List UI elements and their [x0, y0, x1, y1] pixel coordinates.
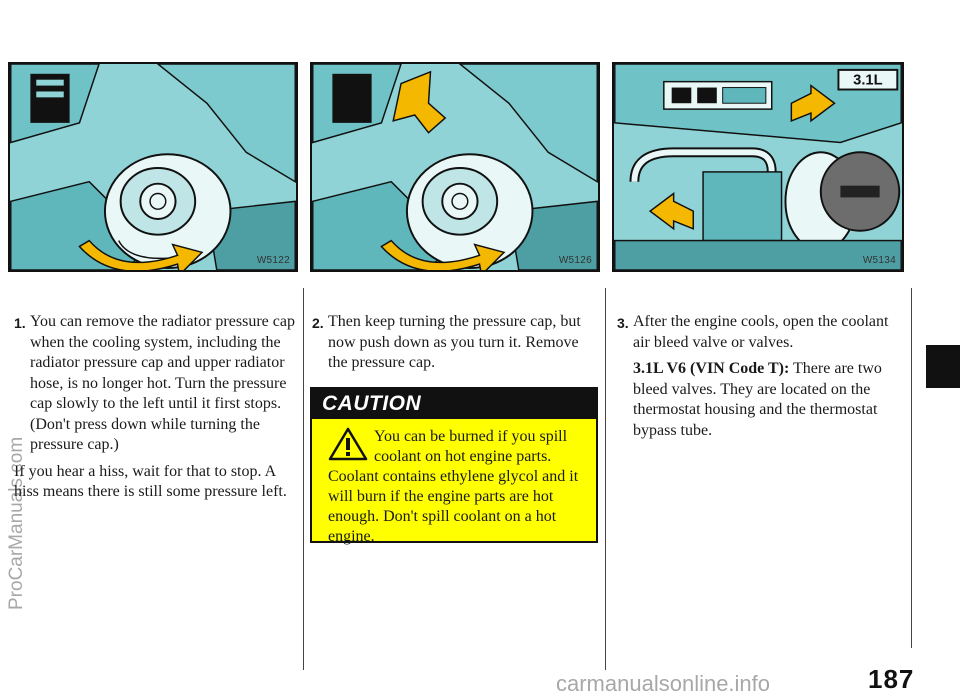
figure-code: W5122 — [256, 255, 290, 266]
engine-spec-text: There are two bleed valves. They are located on the thermostat housing and the thermostat bypass tube. — [633, 360, 882, 439]
step-number: 1. — [14, 315, 26, 331]
column-divider — [605, 288, 606, 670]
step-3 — [617, 312, 902, 353]
radiator-cap-turn-illustration — [8, 62, 298, 272]
caution-text: You can be burned if you spill coolant on hot engine parts. Coolant contains ethylene glycol and it will burn if the engine parts are hot enough. Don't spill coolant on a hot engine. — [328, 428, 579, 545]
step-number: 2. — [312, 315, 324, 331]
radiator-cap-push-illustration — [310, 62, 600, 272]
step-2 — [312, 312, 598, 374]
engine-label: 3.1L — [853, 72, 883, 89]
caution-header: CAUTION — [312, 389, 596, 419]
warning-triangle-icon — [328, 427, 368, 461]
step-text: After the engine cools, open the coolant air bleed valve or valves. — [633, 313, 889, 351]
section-tab — [926, 345, 960, 388]
caution-box — [310, 387, 598, 543]
column-1 — [14, 312, 296, 503]
column-divider — [911, 288, 912, 648]
engine-spec-paragraph — [617, 359, 902, 441]
step-1 — [14, 312, 296, 456]
figure-code: W5126 — [558, 255, 592, 266]
engine-spec-label: 3.1L V6 (VIN Code T): — [633, 360, 790, 377]
radiator-cap-drawing — [10, 64, 296, 270]
figure-code: W5134 — [862, 255, 896, 266]
column-3 — [617, 312, 902, 441]
column-2 — [312, 312, 598, 374]
caution-body — [312, 419, 596, 547]
step-text: You can remove the radiator pressure cap when the cooling system, including the radiator pressure cap and upper radiator hose, is no longer hot. Turn the pressure cap slowly to the left until it first stops. (Don't press down while turning the pressure cap.) — [30, 313, 295, 453]
step-text: Then keep turning the pressure cap, but now push down as you turn it. Remove the pressure cap. — [328, 313, 581, 371]
page-number: 187 — [868, 664, 915, 694]
radiator-cap-push-drawing — [312, 64, 598, 270]
bottom-watermark: carmanualsonline.info — [556, 671, 771, 696]
column-divider — [303, 288, 304, 670]
side-watermark: ProCarManuals.com — [6, 436, 27, 610]
step-number: 3. — [617, 315, 629, 331]
hiss-paragraph: If you hear a hiss, wait for that to stop. A hiss means there is still some pressure left. — [14, 462, 287, 500]
bleed-valve-illustration — [612, 62, 904, 272]
engine-bleed-valve-drawing — [614, 64, 902, 270]
